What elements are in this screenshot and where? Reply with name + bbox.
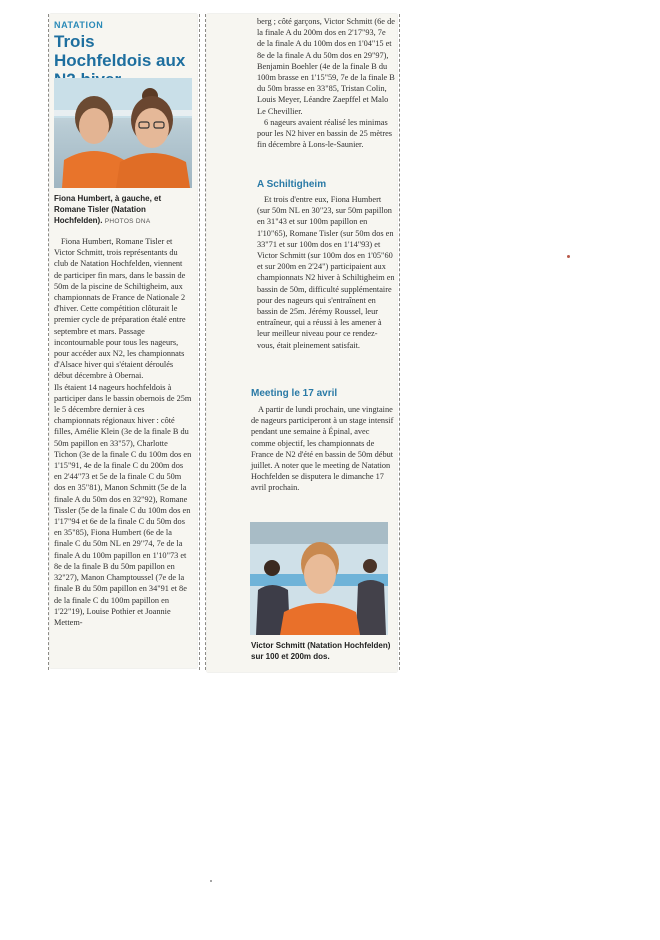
cut-line-left (48, 14, 49, 670)
section-rubric: NATATION (54, 20, 104, 30)
article-headline: Trois Hochfeldois aux (54, 32, 186, 70)
cut-line-right (399, 14, 400, 670)
article-clipping-left (50, 14, 197, 668)
body-column-1 (54, 236, 192, 628)
scan-speck (210, 880, 212, 882)
photo-caption-1 (54, 193, 192, 227)
body-column-2-bottom (251, 404, 395, 494)
article-clipping-right (207, 14, 397, 672)
photo-boy-illustration (250, 522, 388, 635)
paragraph-results-end: berg ; côté garçons, Victor Schmitt (6e de la finale A du 200m dos en 2'17"93, 7e de la finale A du 100m dos en 1'04"15 et 8e de la finale A du 50m dos en 29"97), Benjamin Boehler (4e de la finale B du 100m brasse en 1'15"59, 7e de la finale B du 50m brasse en 33"85, Tristan Colin, Louis Meyer, Léandre Zaepffel et Malo Le Chevillier. (257, 17, 395, 116)
subhead-meeting: Meeting le 17 avril (251, 388, 338, 399)
photo-caption-2 (251, 640, 391, 662)
body-column-2-mid (257, 194, 395, 351)
photo-credit: PHOTOS DNA (104, 218, 151, 225)
paragraph-results-start: Ils étaient 14 nageurs hochfeldois à participer dans le bassin obernois de 25m le 5 décembre dernier à ces championnats régionaux hiver : côté filles, Amélie Klein (3e de la finale B du 50m papillon en 33"57), Charlotte Tichon (3e de la finale C du 100m dos en 1'15"91, 4e de la finale C du 200m dos en 2'44"73 et 5e de la finale C du 50m dos en 35"81), Manon Schmitt (5e de la finale A du 50m dos en 32"92), Romane Tissler (5e de la finale C du 100m dos en 1'17"94 et 6e de la finale C du 50m dos en 35"85), Fiona Humbert (6e de la finale C du 50m NL en 29"74, 7e de la finale A du 100m papillon en 1'10"73 et 8e de la finale B du 50m papillon en 32"27), Manon Champtoussel (7e de la finale B du 50m papillon en 34"91 et 8e de la finale C du 100m papillon en 1'22"19), Louise Pothier et Joannie Mettem- (54, 382, 192, 627)
subhead-schiltigheim: A Schiltigheim (257, 179, 327, 190)
cut-line-middle-left (199, 14, 200, 670)
paragraph-minima: 6 nageurs avaient réalisé les minimas pour les N2 hiver en bassin de 25 mètres fin décembre à Lons-le-Saunier. (257, 117, 393, 150)
photo-swimmers-girls (54, 78, 192, 188)
photo-girls-illustration (54, 78, 192, 188)
photo-swimmer-boy (250, 522, 388, 635)
caption-text: Fiona Humbert, à gauche, et Romane Tisler (Natation Hochfelden). (54, 194, 162, 225)
paragraph-meeting: A partir de lundi prochain, une vingtaine de nageurs participeront à un stage intensif pendant une semaine à Épinal, avec comme objectif, les championnats de France de N2 d'été en bassin de 50m début juillet. A noter que le meeting de Natation Hochfelden se disputera le dimanche 17 avril prochain. (251, 405, 394, 493)
scan-speck (567, 255, 570, 258)
cut-line-middle-right (205, 14, 206, 670)
body-column-2-top (257, 16, 395, 150)
caption-text-2: Victor Schmitt (Natation Hochfelden) sur 100 et 200m dos. (251, 641, 391, 661)
paragraph-intro: Fiona Humbert, Romane Tisler et Victor Schmitt, trois représentants du club de Natation Hochfelden, viennent de participer fin mars, dans le bassin de 50m de la piscine de Schiltigheim, aux championnats de France de Nationale 2 d'hiver. Cette compétition clôturait le premier cycle de préparation étalé entre septembre et mars. Passage incontournable pour tous les nageurs, pour accéder aux N2, les championnats d'Alsace hiver qui s'étaient déroulés début décembre à Obernai. (54, 237, 186, 381)
paragraph-schiltigheim: Et trois d'entre eux, Fiona Humbert (sur 50m NL en 30"23, sur 50m papillon en 31"43 et sur 100m papillon en 1'10"65), Romane Tisler (sur 50m dos en 33"71 et sur 100m dos en 1'14"93) et Victor Schmitt (sur 100m dos en 1'05"60 et sur 200m en 2'24") participaient aux championnats N2 hiver à Schiltigheim en bassin de 50m, difficulté supplémentaire pour des nageurs qui s'entraînent en bassin de 25m. Jérémy Roussel, leur entraîneur, qui a réussi à les amener à leur meilleur niveau pour ce rendez-vous, était pleinement satisfait. (257, 195, 395, 350)
